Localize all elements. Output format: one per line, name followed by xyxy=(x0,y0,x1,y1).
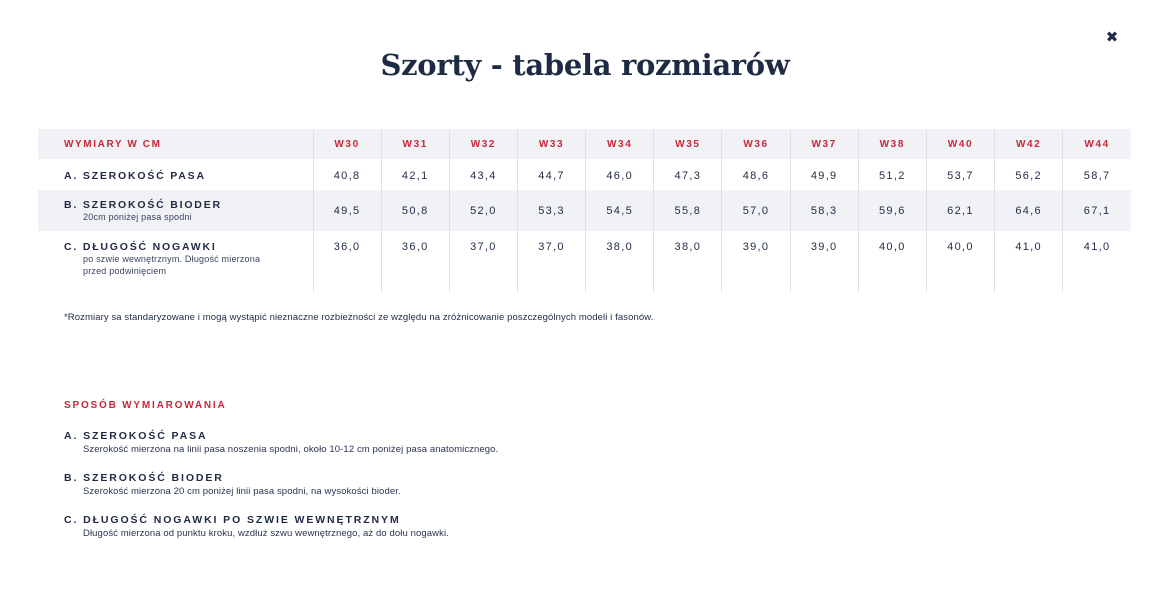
size-header: W42 xyxy=(995,129,1063,159)
size-header: W31 xyxy=(381,129,449,159)
table-cell: 49,9 xyxy=(790,159,858,190)
method-description: Długość mierzona od punktu kroku, wzdłuż szwu wewnętrznego, aż do dołu nogawki. xyxy=(83,528,449,539)
table-cell: 46,0 xyxy=(586,159,654,190)
size-table-header xyxy=(38,129,1131,159)
table-cell: 36,0 xyxy=(313,231,381,292)
table-cell: 56,2 xyxy=(995,159,1063,190)
table-cell: 36,0 xyxy=(381,231,449,292)
table-cell: 38,0 xyxy=(586,231,654,292)
table-cell: 47,3 xyxy=(654,159,722,190)
table-cell: 58,3 xyxy=(790,190,858,231)
table-row-hips xyxy=(38,190,1131,231)
table-cell: 58,7 xyxy=(1063,159,1131,190)
table-row-waist xyxy=(38,159,1131,190)
size-header: W36 xyxy=(722,129,790,159)
table-cell: 44,7 xyxy=(517,159,585,190)
size-header: W38 xyxy=(858,129,926,159)
table-cell: 40,8 xyxy=(313,159,381,190)
size-header: W44 xyxy=(1063,129,1131,159)
method-description: Szerokość mierzona 20 cm poniżej linii pasa spodni, na wysokości bioder. xyxy=(83,486,401,497)
table-row-leg-length xyxy=(38,231,1131,292)
row-label-cell xyxy=(38,231,313,292)
row-label-cell xyxy=(38,190,313,231)
table-cell: 55,8 xyxy=(654,190,722,231)
table-cell: 59,6 xyxy=(858,190,926,231)
table-cell: 50,8 xyxy=(381,190,449,231)
page-title: Szorty - tabela rozmiarów xyxy=(380,48,790,82)
table-cell: 40,0 xyxy=(858,231,926,292)
method-item-hips xyxy=(64,472,864,498)
size-header: W35 xyxy=(654,129,722,159)
method-description: Szerokość mierzona na linii pasa noszenia spodni, około 10-12 cm poniżej pasa anatomicznego. xyxy=(83,444,499,455)
header-label: WYMIARY W CM xyxy=(64,138,162,150)
table-cell: 54,5 xyxy=(586,190,654,231)
size-header: W30 xyxy=(313,129,381,159)
table-cell: 52,0 xyxy=(449,190,517,231)
size-header: W33 xyxy=(517,129,585,159)
size-header: W32 xyxy=(449,129,517,159)
size-header: W37 xyxy=(790,129,858,159)
table-cell: 42,1 xyxy=(381,159,449,190)
row-label: A. SZEROKOŚĆ PASA xyxy=(64,170,206,182)
method-heading: A. SZEROKOŚĆ PASA xyxy=(64,430,208,442)
close-icon[interactable]: ✖ xyxy=(1105,28,1119,46)
table-cell: 62,1 xyxy=(926,190,994,231)
measurement-method-title: SPOSÓB WYMIAROWANIA xyxy=(64,400,227,411)
method-item-leg-length xyxy=(64,514,864,540)
table-cell: 41,0 xyxy=(995,231,1063,292)
table-cell: 39,0 xyxy=(790,231,858,292)
table-cell: 41,0 xyxy=(1063,231,1131,292)
method-item-waist xyxy=(64,430,864,456)
row-sublabel: 20cm poniżej pasa spodni xyxy=(83,212,192,222)
table-cell: 49,5 xyxy=(313,190,381,231)
table-cell: 38,0 xyxy=(654,231,722,292)
size-header: W34 xyxy=(586,129,654,159)
row-label: C. DŁUGOŚĆ NOGAWKI xyxy=(64,241,217,253)
row-label: B. SZEROKOŚĆ BIODER xyxy=(64,199,222,211)
table-cell: 37,0 xyxy=(517,231,585,292)
table-cell: 57,0 xyxy=(722,190,790,231)
method-heading: C. DŁUGOŚĆ NOGAWKI PO SZWIE WEWNĘTRZNYM xyxy=(64,514,401,526)
size-footnote: *Rozmiary sa standaryzowane i mogą wystąpić nieznaczne rozbieżności ze względu na zróżnicowanie poszczególnych modeli i fasonów. xyxy=(64,312,654,323)
table-cell: 43,4 xyxy=(449,159,517,190)
row-label-cell xyxy=(38,159,313,190)
method-heading: B. SZEROKOŚĆ BIODER xyxy=(64,472,224,484)
table-cell: 48,6 xyxy=(722,159,790,190)
table-cell: 39,0 xyxy=(722,231,790,292)
row-sublabel: po szwie wewnętrznym. Długość mierzona przed podwinięciem xyxy=(83,254,261,276)
table-cell: 40,0 xyxy=(926,231,994,292)
table-cell: 53,7 xyxy=(926,159,994,190)
size-table xyxy=(38,129,1131,292)
table-cell: 51,2 xyxy=(858,159,926,190)
table-cell: 67,1 xyxy=(1063,190,1131,231)
table-cell: 53,3 xyxy=(517,190,585,231)
table-cell: 64,6 xyxy=(995,190,1063,231)
table-cell: 37,0 xyxy=(449,231,517,292)
size-header: W40 xyxy=(926,129,994,159)
